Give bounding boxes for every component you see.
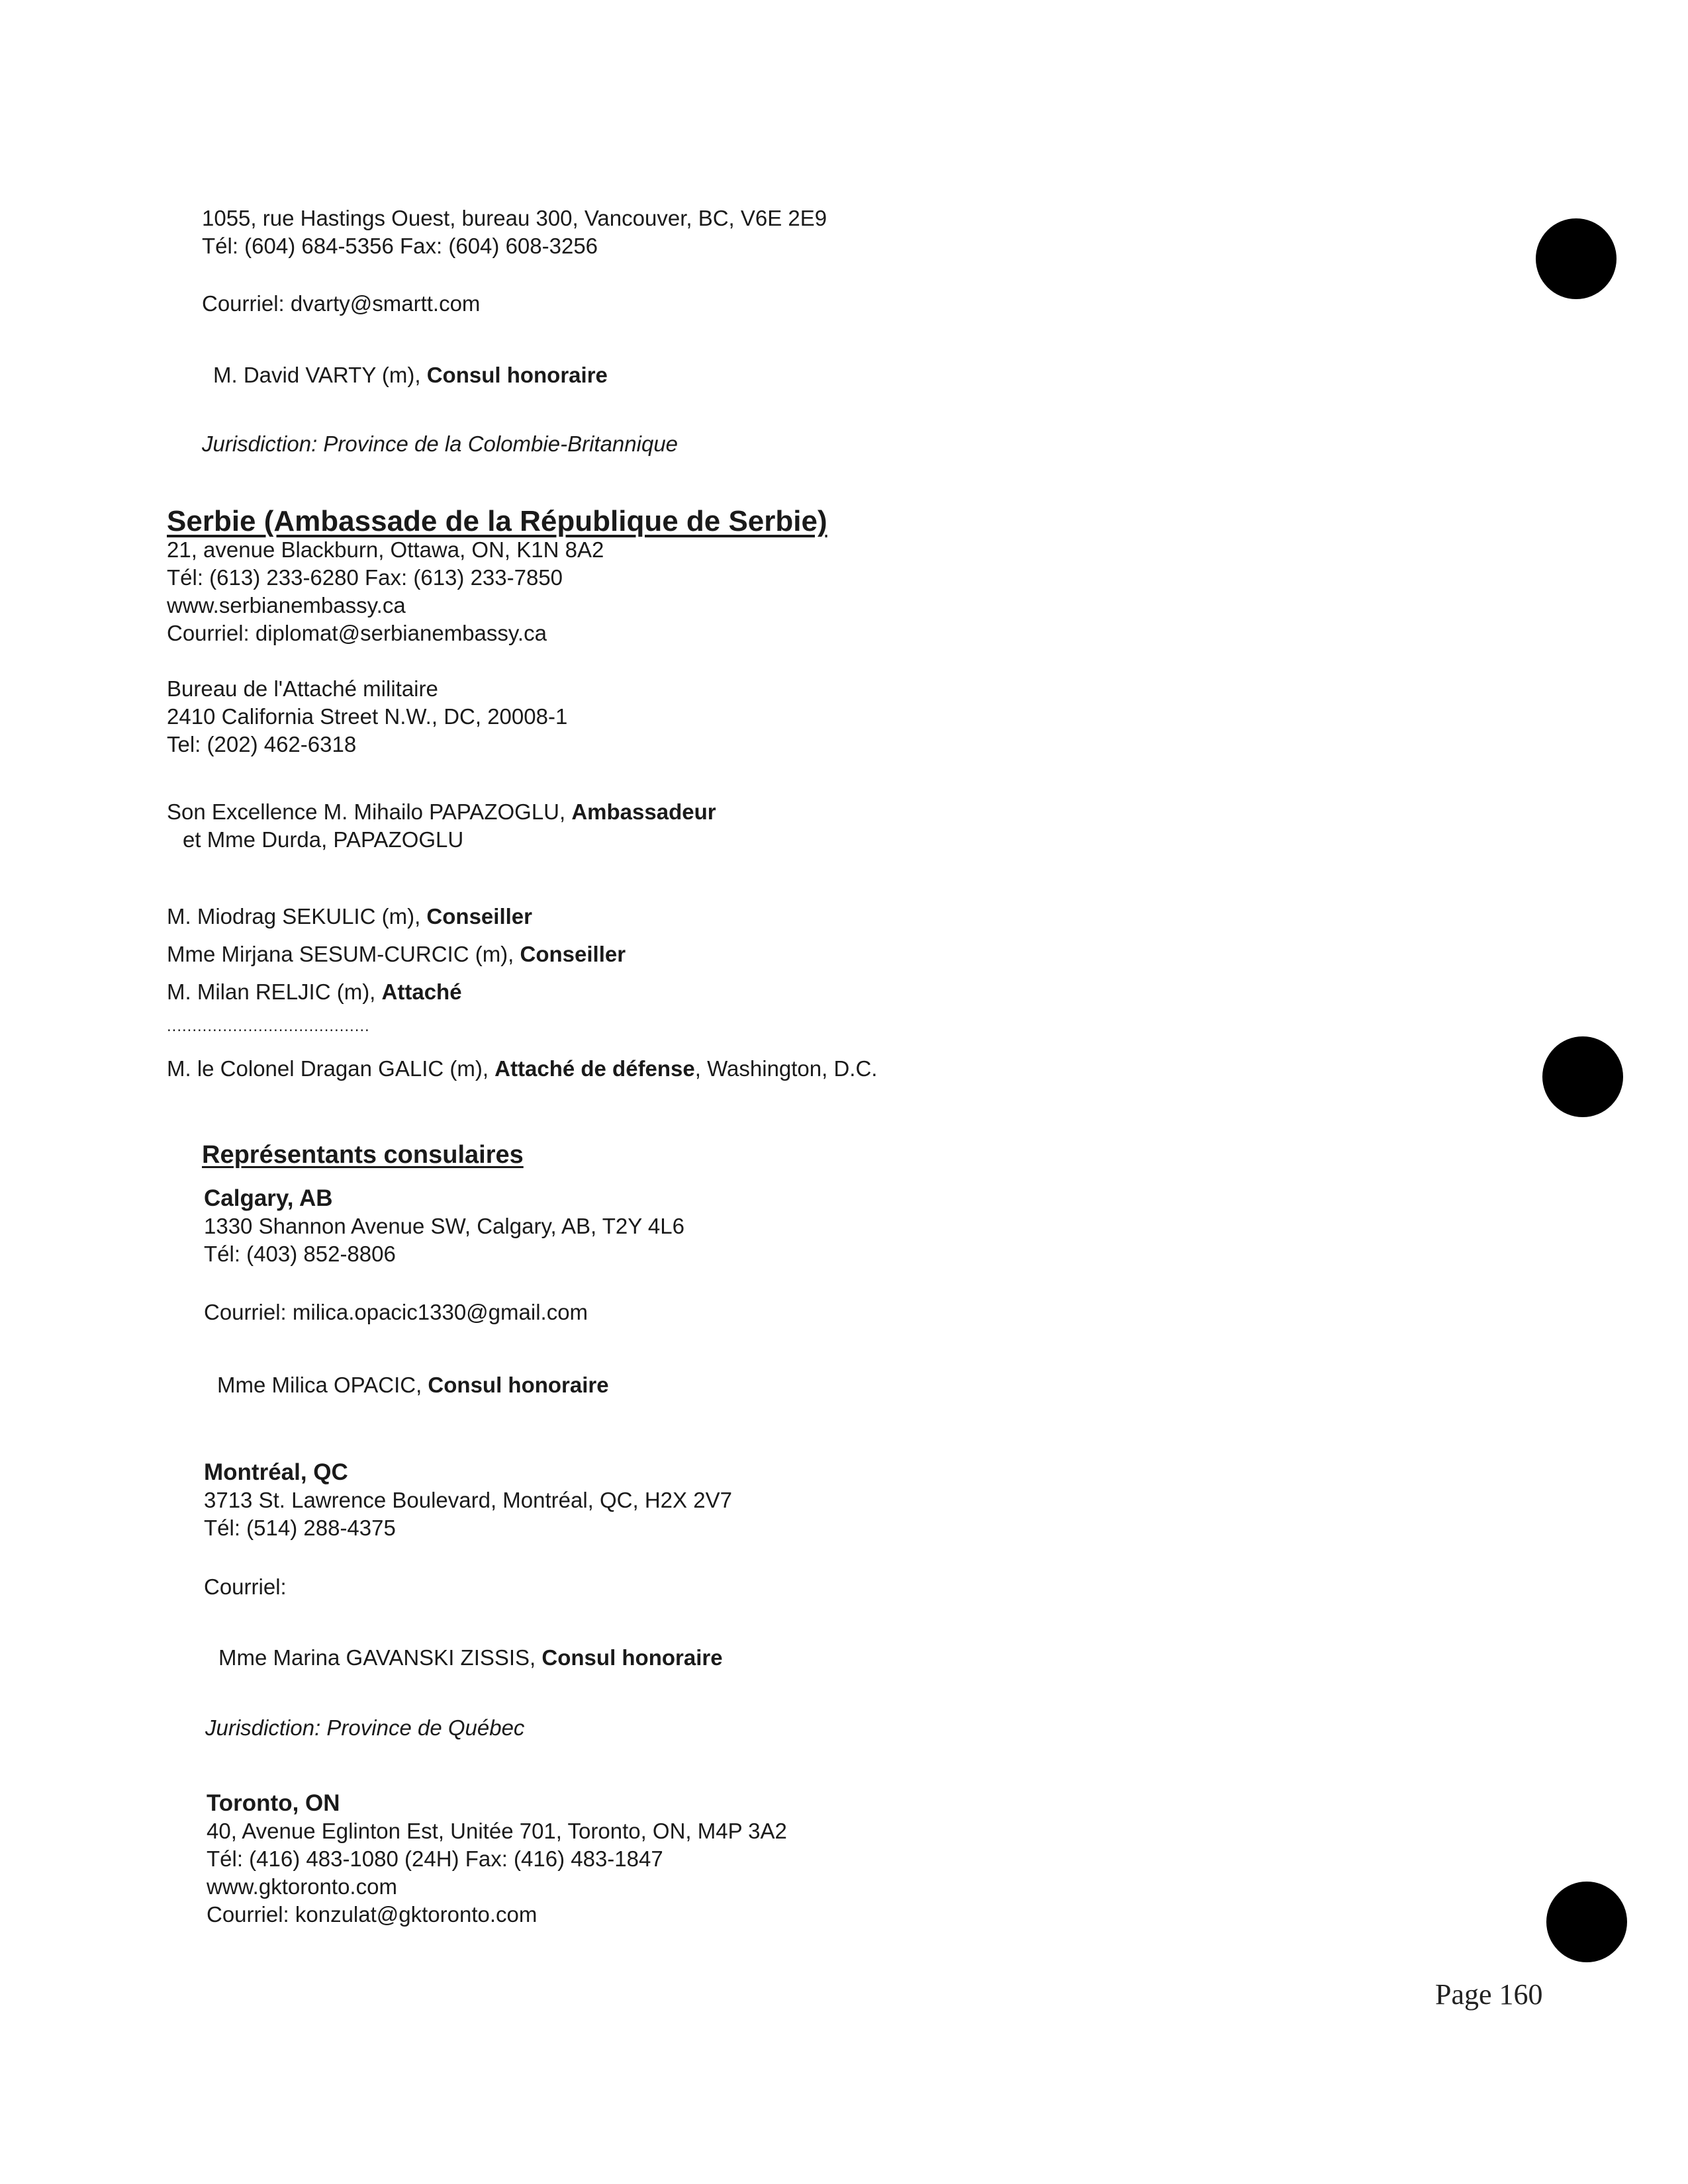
punch-hole-middle — [1542, 1036, 1623, 1117]
embassy-email: Courriel: diplomat@serbianembassy.ca — [167, 621, 547, 645]
ambassador-name: Son Excellence M. Mihailo PAPAZOGLU, — [167, 799, 572, 824]
embassy-phone-fax: Tél: (613) 233-6280 Fax: (613) 233-7850 — [167, 565, 563, 590]
toronto-entry — [207, 1790, 787, 1929]
montreal-person — [218, 1644, 723, 1672]
montreal-email: Courriel: — [204, 1574, 287, 1599]
calgary-person-role: Consul honoraire — [428, 1373, 609, 1397]
toronto-address: 40, Avenue Eglinton Est, Unitée 701, Toronto, ON, M4P 3A2 — [207, 1819, 787, 1843]
military-office-address: 2410 California Street N.W., DC, 20008-1 — [167, 704, 568, 729]
staff-name: M. Miodrag SEKULIC (m), — [167, 904, 427, 929]
prev-entry-email: Courriel: dvarty@smartt.com — [202, 291, 481, 316]
page-number: Page 160 — [1435, 1978, 1543, 2011]
defense-attache-name: M. le Colonel Dragan GALIC (m), — [167, 1056, 495, 1081]
military-office — [167, 675, 567, 758]
punch-hole-top — [1536, 218, 1617, 299]
prev-entry-address: 1055, rue Hastings Ouest, bureau 300, Vancouver, BC, V6E 2E9 — [202, 206, 827, 230]
staff-name: M. Milan RELJIC (m), — [167, 979, 382, 1004]
toronto-email: Courriel: konzulat@gktoronto.com — [207, 1902, 538, 1927]
montreal-person-role: Consul honoraire — [541, 1645, 723, 1670]
ambassador-role: Ambassadeur — [571, 799, 716, 824]
staff-item — [167, 940, 626, 968]
prev-entry-person — [213, 361, 608, 389]
dotted-separator: ........................................ — [167, 1017, 370, 1035]
calgary-city: Calgary, AB — [204, 1185, 333, 1211]
military-office-phone: Tel: (202) 462-6318 — [167, 732, 357, 756]
embassy-website: www.serbianembassy.ca — [167, 593, 406, 617]
prev-entry-phone-fax: Tél: (604) 684-5356 Fax: (604) 608-3256 — [202, 234, 598, 258]
montreal-entry — [204, 1459, 732, 1542]
calgary-address: 1330 Shannon Avenue SW, Calgary, AB, T2Y 4L6 — [204, 1214, 684, 1238]
ambassador — [167, 798, 716, 854]
calgary-phone: Tél: (403) 852-8806 — [204, 1242, 396, 1266]
prev-entry-jurisdiction: Jurisdiction: Province de la Colombie-Britannique — [202, 432, 679, 456]
prev-entry — [202, 205, 827, 260]
embassy-heading: Serbie (Ambassade de la République de Serbie) — [167, 505, 827, 537]
defense-attache — [167, 1055, 877, 1083]
staff-name: Mme Mirjana SESUM-CURCIC (m), — [167, 942, 520, 966]
staff-item — [167, 903, 532, 931]
staff-role: Conseiller — [520, 942, 626, 966]
calgary-person — [217, 1371, 609, 1399]
prev-entry-person-role: Consul honoraire — [426, 363, 608, 387]
montreal-city: Montréal, QC — [204, 1459, 348, 1485]
montreal-person-name: Mme Marina GAVANSKI ZISSIS, — [218, 1645, 542, 1670]
toronto-city: Toronto, ON — [207, 1790, 340, 1816]
toronto-website: www.gktoronto.com — [207, 1874, 397, 1899]
montreal-address: 3713 St. Lawrence Boulevard, Montréal, QC, H2X 2V7 — [204, 1488, 732, 1512]
punch-hole-bottom — [1546, 1882, 1627, 1962]
toronto-phone-fax: Tél: (416) 483-1080 (24H) Fax: (416) 483-1847 — [207, 1846, 663, 1871]
staff-role: Attaché — [381, 979, 462, 1004]
embassy-address: 21, avenue Blackburn, Ottawa, ON, K1N 8A2 — [167, 537, 604, 562]
calgary-person-name: Mme Milica OPACIC, — [217, 1373, 428, 1397]
montreal-phone: Tél: (514) 288-4375 — [204, 1516, 396, 1540]
defense-attache-role: Attaché de défense — [494, 1056, 695, 1081]
military-office-title: Bureau de l'Attaché militaire — [167, 676, 438, 701]
consular-heading: Représentants consulaires — [202, 1141, 524, 1169]
staff-role: Conseiller — [426, 904, 532, 929]
ambassador-spouse: et Mme Durda, PAPAZOGLU — [183, 827, 464, 852]
defense-attache-location: , Washington, D.C. — [694, 1056, 878, 1081]
calgary-email: Courriel: milica.opacic1330@gmail.com — [204, 1300, 588, 1324]
montreal-jurisdiction: Jurisdiction: Province de Québec — [205, 1715, 525, 1740]
staff-item — [167, 978, 462, 1006]
calgary-entry — [204, 1185, 684, 1268]
embassy-contact — [167, 536, 604, 647]
prev-entry-person-name: M. David VARTY (m), — [213, 363, 427, 387]
